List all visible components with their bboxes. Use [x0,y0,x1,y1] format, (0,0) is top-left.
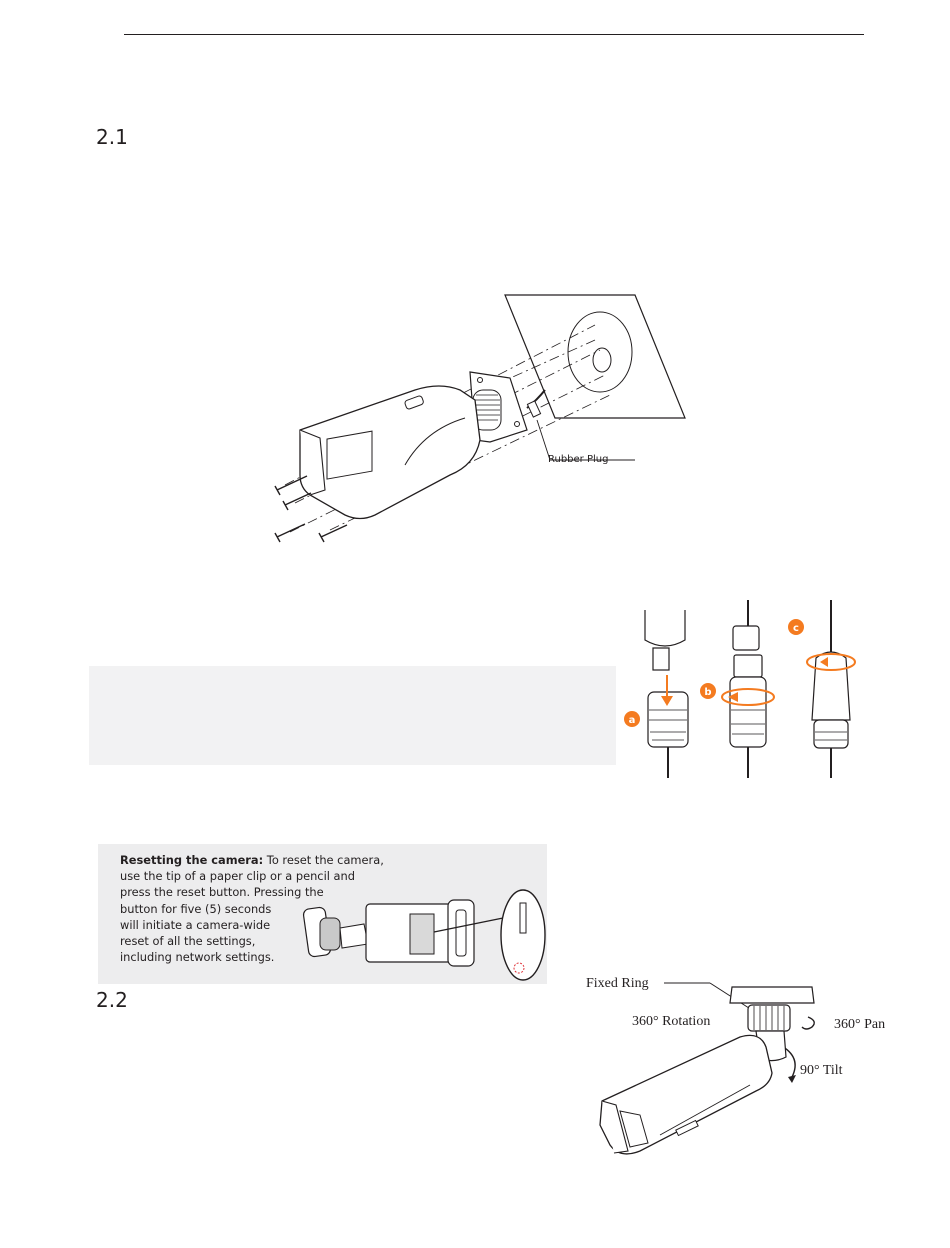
reset-line-6: reset of all the settings, [120,934,256,949]
reset-line-5: will initiate a camera-wide [120,917,271,932]
reset-line-1: To reset the camera, [263,853,384,867]
reset-instructions-box [98,844,547,984]
rubber-plug-label: Rubber Plug [548,454,609,465]
pan-label: 360° Pan [834,1017,886,1032]
reset-line-7: including network settings. [120,950,275,965]
reset-line-3: press the reset button. Pressing the [120,885,324,900]
wall-mount-diagram [265,290,705,550]
reset-button-diagram [298,888,548,984]
cable-connector-diagram [620,600,870,778]
step-b-label: b [704,687,712,698]
reset-title: Resetting the camera: [120,853,264,867]
step-a-label: a [628,715,636,726]
camera-adjustment-diagram [580,965,910,1165]
tilt-label: 90° Tilt [800,1063,843,1078]
reset-line-4: button for five (5) seconds [120,901,272,916]
step-c-label: c [793,623,799,634]
note-box [89,666,616,765]
section-number-2-1: 2.1 [96,125,128,149]
header-rule [124,34,864,35]
fixed-ring-label: Fixed Ring [586,976,649,991]
rotation-label: 360° Rotation [632,1014,711,1029]
reset-line-2: use the tip of a paper clip or a pencil and [120,869,355,884]
section-number-2-2: 2.2 [96,988,128,1012]
